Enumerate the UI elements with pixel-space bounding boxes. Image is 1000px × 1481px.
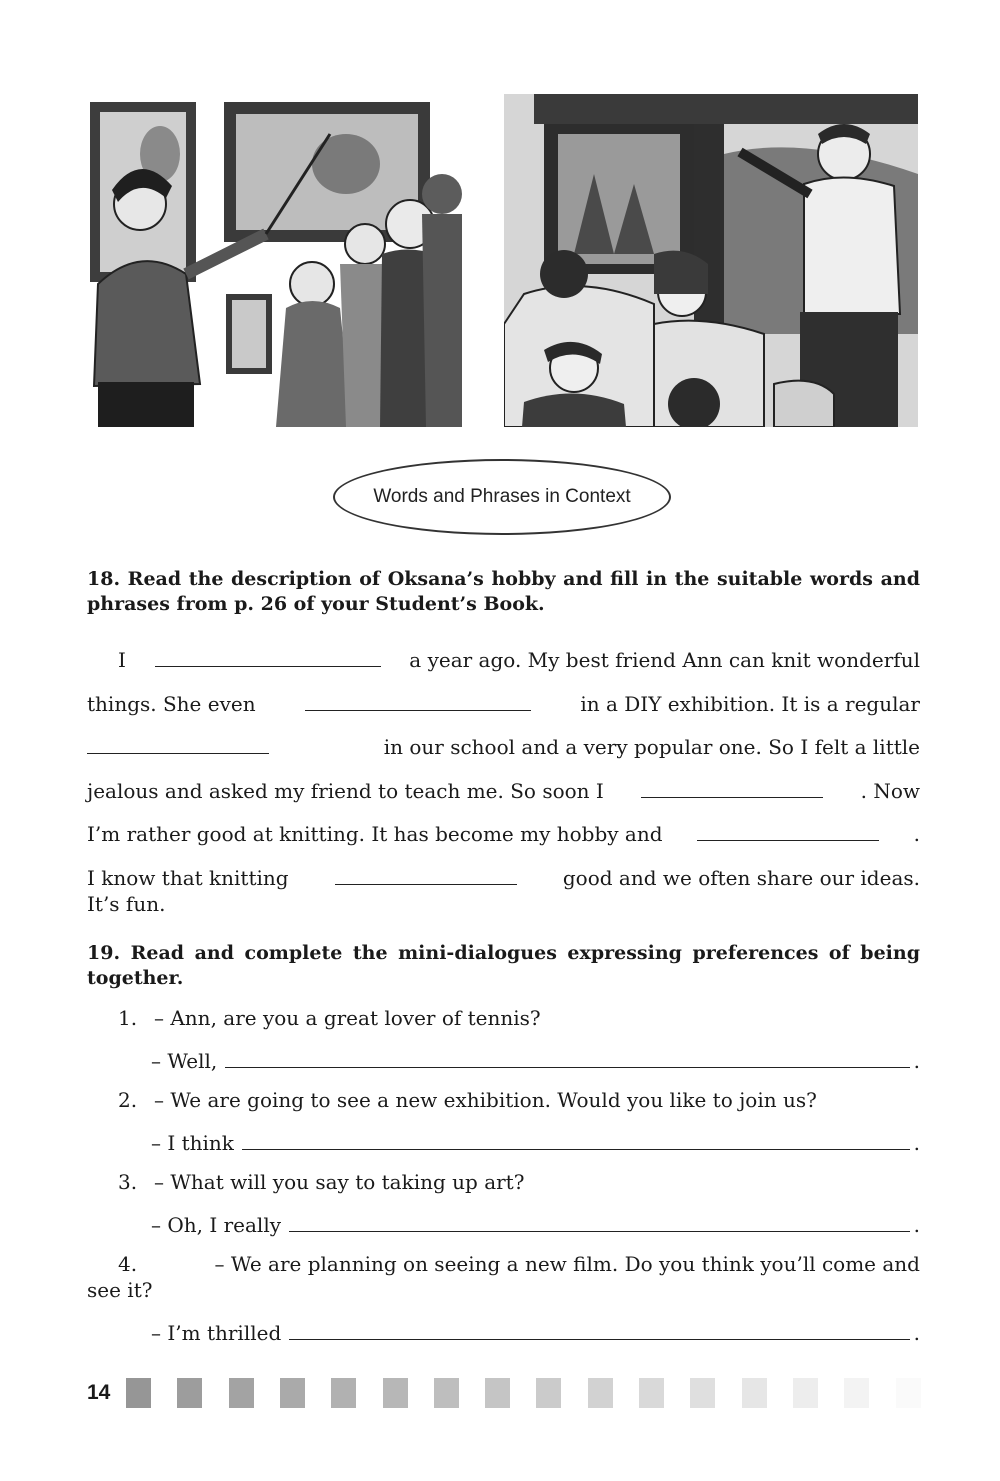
dialogue-answer: – Well, . xyxy=(151,1049,920,1073)
footer-square xyxy=(690,1378,715,1408)
text-line-last: It’s fun. xyxy=(87,892,166,916)
footer-square xyxy=(536,1378,561,1408)
text-line: in our school and a very popular one. So I felt a little xyxy=(87,732,920,762)
text-line: jealous and asked my friend to teach me. So soon I . Now xyxy=(87,779,920,803)
exercise-19-heading: 19. Read and complete the mini-dialogues expressing preferences of being together. xyxy=(87,942,920,989)
footer-square xyxy=(793,1378,818,1408)
exercise-18-heading: 18. Read the description of Oksana’s hobby and fill in the suitable words and phrases from p. 26 of your Student’s Book. xyxy=(87,568,920,615)
fill-in-blank[interactable] xyxy=(697,820,879,841)
fill-in-blank[interactable] xyxy=(87,733,269,754)
answer-blank[interactable] xyxy=(225,1047,909,1068)
footer-square xyxy=(434,1378,459,1408)
footer-square xyxy=(844,1378,869,1408)
text-line: things. She even in a DIY exhibition. It is a regular xyxy=(87,692,920,716)
dialogue-answer: – I’m thrilled . xyxy=(151,1321,920,1345)
text-line: I a year ago. My best friend Ann can knit wonderful xyxy=(118,648,920,672)
dialogue-question: 1. – Ann, are you a great lover of tennis? xyxy=(118,1006,541,1030)
footer-square xyxy=(485,1378,510,1408)
footer-square xyxy=(177,1378,202,1408)
dialogue-question: 4. – We are planning on seeing a new film. Do you think you’ll come and xyxy=(118,1252,920,1276)
footer-gradient-squares xyxy=(126,1378,956,1408)
dialogue-question: 2. – We are going to see a new exhibition. Would you like to join us? xyxy=(118,1088,817,1112)
page-number: 14 xyxy=(87,1381,111,1404)
footer-square xyxy=(229,1378,254,1408)
footer-square xyxy=(588,1378,613,1408)
footer-square xyxy=(331,1378,356,1408)
theatre-tour-illustration xyxy=(504,94,918,427)
fill-in-blank[interactable] xyxy=(155,646,381,667)
footer-square xyxy=(126,1378,151,1408)
footer-square xyxy=(639,1378,664,1408)
answer-blank[interactable] xyxy=(242,1129,910,1150)
section-title: Words and Phrases in Context xyxy=(333,459,671,535)
gallery-illustration xyxy=(90,94,462,427)
answer-blank[interactable] xyxy=(289,1211,910,1232)
dialogue-answer: – Oh, I really . xyxy=(151,1213,920,1237)
dialogue-answer: – I think . xyxy=(151,1131,920,1155)
answer-blank[interactable] xyxy=(289,1319,909,1340)
fill-in-blank[interactable] xyxy=(641,777,823,798)
fill-in-blank[interactable] xyxy=(335,864,517,885)
fill-in-blank[interactable] xyxy=(305,690,531,711)
dialogue-question-cont: see it? xyxy=(87,1278,153,1302)
footer-square xyxy=(383,1378,408,1408)
text-line: I know that knitting good and we often share our ideas. xyxy=(87,866,920,890)
footer-square xyxy=(280,1378,305,1408)
footer-square xyxy=(742,1378,767,1408)
text-line: I’m rather good at knitting. It has become my hobby and . xyxy=(87,822,920,846)
dialogue-question: 3. – What will you say to taking up art? xyxy=(118,1170,525,1194)
footer-square xyxy=(896,1378,921,1408)
